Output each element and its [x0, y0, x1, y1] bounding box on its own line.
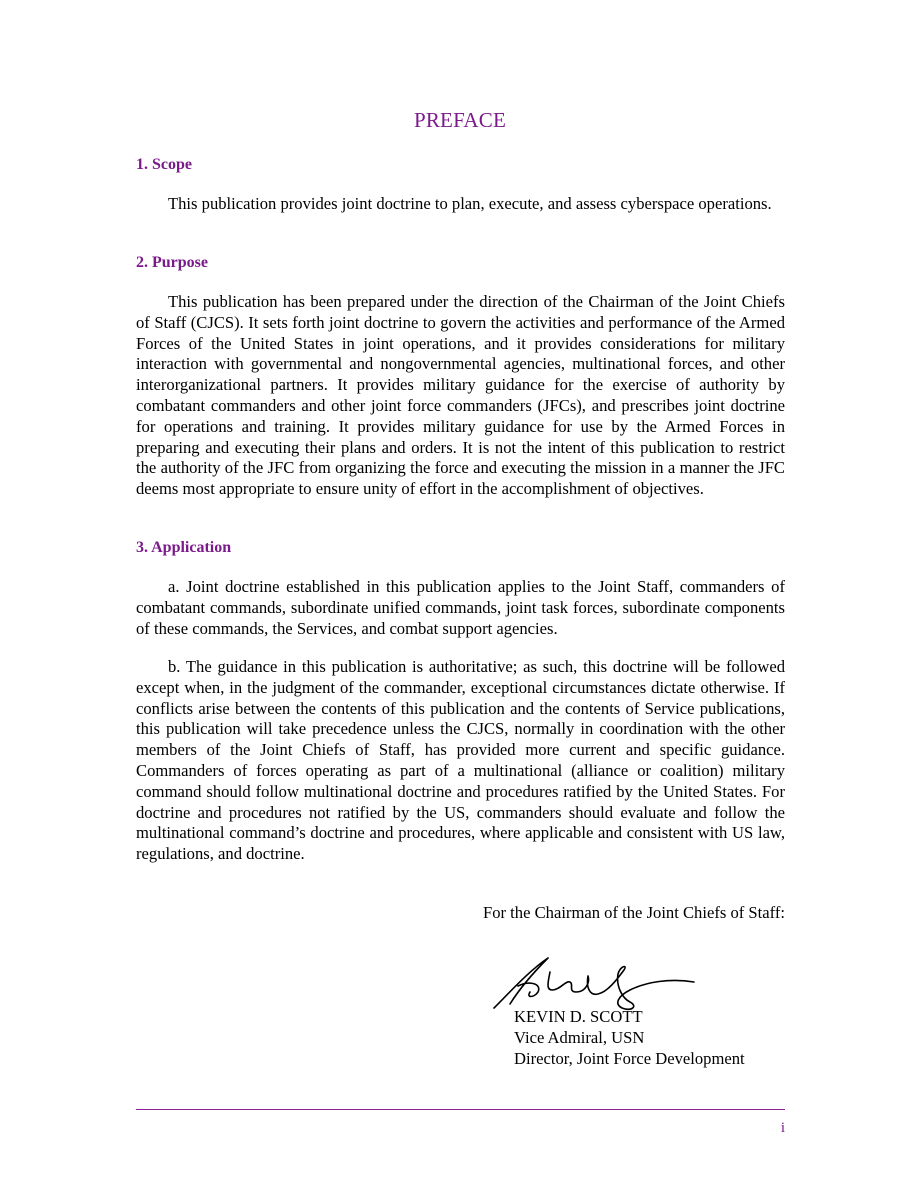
footer-rule: [136, 1109, 785, 1110]
section-heading-purpose: 2. Purpose: [136, 254, 208, 271]
handwritten-signature: [490, 952, 700, 1014]
scope-paragraph: This publication provides joint doctrine to plan, execute, and assess cyberspace operations.: [168, 194, 772, 213]
section-heading-scope: 1. Scope: [136, 156, 192, 173]
purpose-paragraph: This publication has been prepared under the direction of the Chairman of the Joint Chiefs of Staff (CJCS). It sets forth joint doctrine to govern the activities and performance of the Armed Forces of the United States in joint operations, and it provides considerations for military interaction with governmental and nongovernmental agencies, multinational forces, and other interorganizational partners. It provides military guidance for the exercise of authority by combatant commanders and other joint force commanders (JFCs), and prescribes joint doctrine for operations and training. It provides military guidance for use by the Armed Forces in preparing and executing their plans and orders. It is not the intent of this publication to restrict the authority of the JFC from organizing the force and executing the mission in a manner the JFC deems most appropriate to ensure unity of effort in the accomplishment of objectives.: [136, 292, 785, 499]
signer-name: KEVIN D. SCOTT: [514, 1007, 643, 1026]
application-paragraph-a: a. Joint doctrine established in this publication applies to the Joint Staff, commanders of combatant commands, subordinate unified commands, joint task forces, subordinate components of these commands, the Services, and combat support agencies.: [136, 577, 785, 638]
page-number: i: [780, 1120, 785, 1136]
signature-block: [514, 1006, 745, 1069]
application-paragraph-b: b. The guidance in this publication is authoritative; as such, this doctrine will be followed except when, in the judgment of the commander, exceptional circumstances dictate otherwise. If conflicts arise between the contents of this publication and the contents of Service publications, this publication will take precedence unless the CJCS, normally in coordination with the other members of the Joint Chiefs of Staff, has provided more current and specific guidance. Commanders of forces operating as part of a multinational (alliance or coalition) military command should follow multinational doctrine and procedures ratified by the United States. For doctrine and procedures not ratified by the US, commanders should evaluate and follow the multinational command’s doctrine and procedures, where applicable and consistent with US law, regulations, and doctrine.: [136, 657, 785, 864]
section-heading-application: 3. Application: [136, 539, 232, 556]
signer-position: Director, Joint Force Development: [514, 1049, 745, 1068]
page-title: PREFACE: [413, 108, 507, 132]
closing-line: For the Chairman of the Joint Chiefs of Staff:: [482, 903, 785, 922]
signer-rank: Vice Admiral, USN: [514, 1028, 645, 1047]
